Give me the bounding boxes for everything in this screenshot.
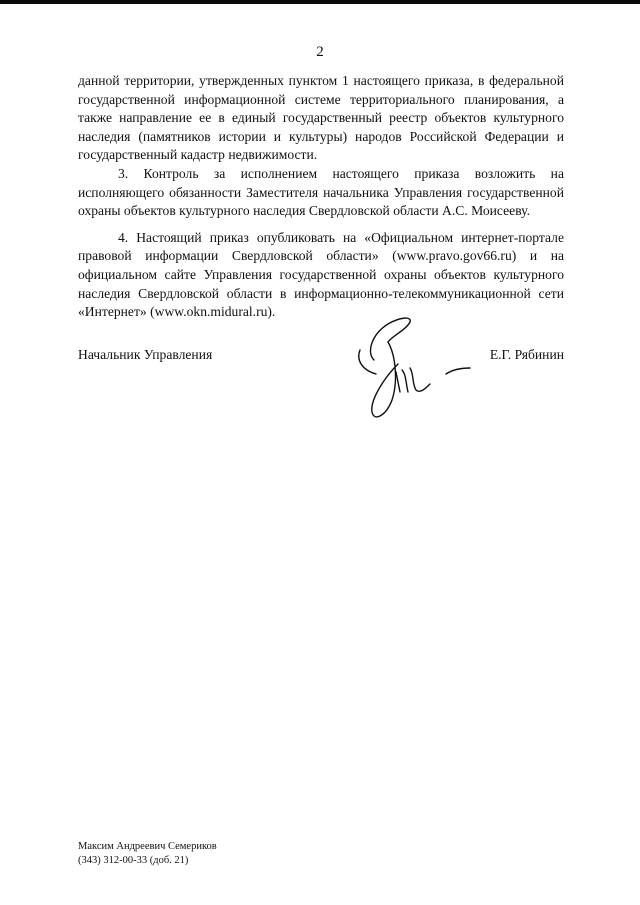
paragraph-4: 4. Настоящий приказ опубликовать на «Официальном интернет-портале правовой информации Свердловской области» (www.pravo.gov66.ru) и на официальном сайте Управления государственной охраны объектов культурного наследия Свердловской области в информационно-телекоммуникационной сети «Интернет» (www.okn.midural.ru). <box>78 229 564 320</box>
handwritten-signature <box>352 312 480 432</box>
footer-phone: (343) 312-00-33 (доб. 21) <box>78 855 189 866</box>
footer-author: Максим Андреевич Семериков <box>78 841 217 852</box>
signature-block <box>78 347 564 367</box>
paragraph-continuation: данной территории, утвержденных пунктом 1 настоящего приказа, в федеральной государственной информационной системе территориального планирования, а также направление ее в единый государственный реестр объектов культурного наследия (памятников истории и культуры) народов Российской Федерации и государственный кадастр недвижимости. <box>78 73 564 163</box>
scan-edge <box>0 0 640 4</box>
paragraph-3: 3. Контроль за исполнением настоящего приказа возложить на исполняющего обязанности Заместителя начальника Управления государственной охраны объектов культурного наследия Свердловской области А.С. Моисееву. <box>78 165 564 219</box>
signer-title: Начальник Управления <box>78 347 213 362</box>
page-number: 2 <box>316 44 324 60</box>
document-body <box>78 72 564 322</box>
signer-name: Е.Г. Рябинин <box>489 347 564 362</box>
footer-contact <box>78 840 217 868</box>
